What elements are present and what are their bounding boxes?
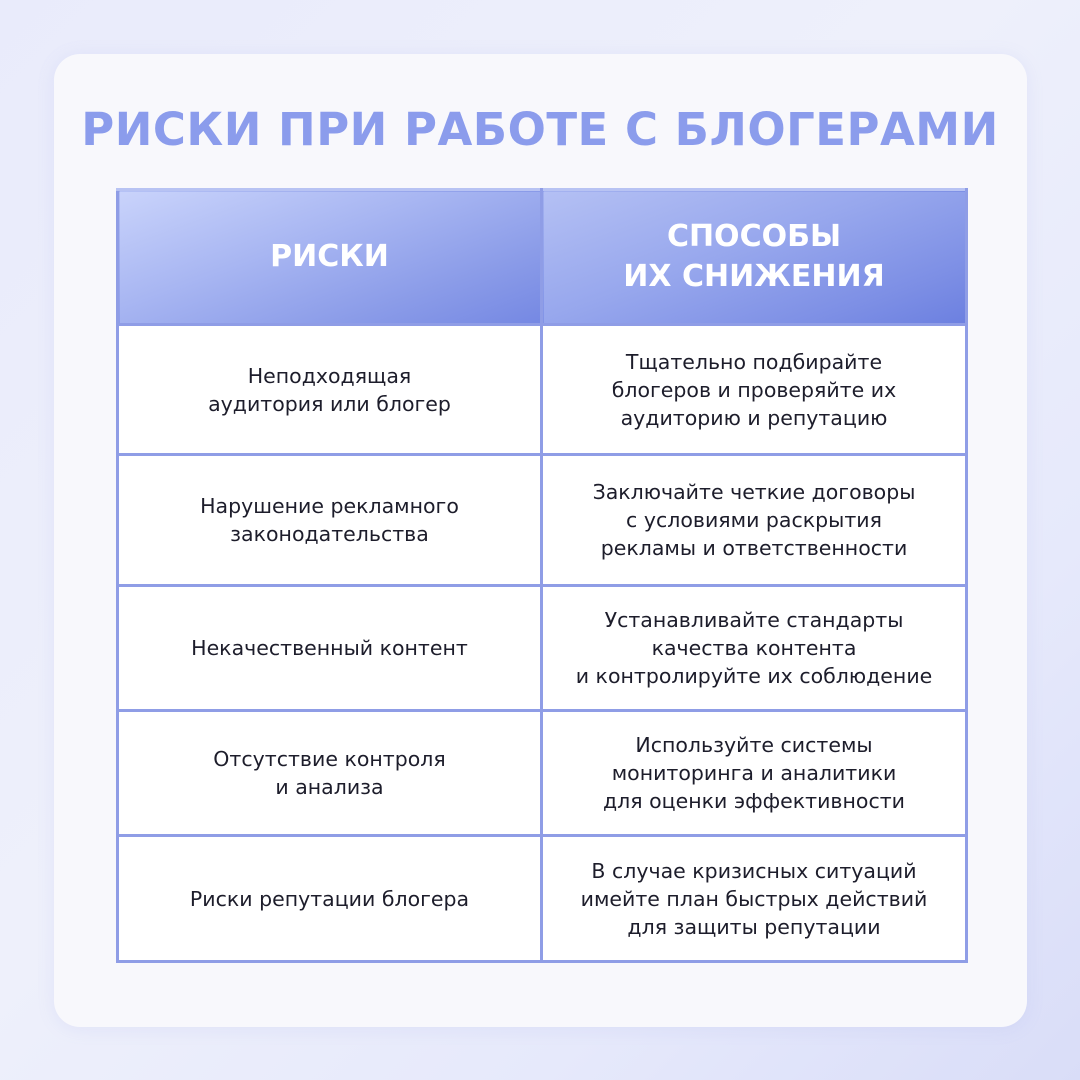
method-cell	[542, 711, 967, 836]
method-text: Устанавливайте стандарты качества контента и контролируйте их соблюдение	[575, 608, 933, 688]
method-text: В случае кризисных ситуаций имейте план быстрых действий для защиты репутации	[580, 858, 928, 939]
page-title: РИСКИ ПРИ РАБОТЕ С БЛОГЕРАМИ	[81, 103, 999, 156]
header-methods-label: СПОСОБЫ ИХ СНИЖЕНИЯ	[623, 219, 885, 294]
table-row	[118, 586, 967, 711]
table-header-row	[118, 190, 967, 325]
method-cell	[542, 455, 967, 586]
risk-text: Некачественный контент	[191, 636, 468, 660]
risk-text: Риски репутации блогера	[189, 886, 470, 911]
table-row	[118, 711, 967, 836]
risk-cell	[118, 711, 542, 836]
risk-cell	[118, 455, 542, 586]
risk-cell	[118, 586, 542, 711]
risk-text: Нарушение рекламного законодательства	[200, 494, 459, 546]
method-text: Заключайте четкие договоры с условиями раскрытия рекламы и ответственности	[592, 480, 916, 560]
table-row	[118, 325, 967, 455]
method-text: Используйте системы мониторинга и аналитики для оценки эффективности	[603, 733, 905, 813]
risk-text: Отсутствие контроля и анализа	[213, 747, 446, 799]
method-cell	[542, 325, 967, 455]
header-methods	[542, 190, 967, 325]
risk-table	[116, 188, 968, 963]
header-risks-label: РИСКИ	[270, 239, 389, 274]
header-risks	[118, 190, 542, 325]
method-text: Тщательно подбирайте блогеров и проверяйте их аудиторию и репутацию	[611, 349, 897, 430]
risk-cell	[118, 325, 542, 455]
method-cell	[542, 836, 967, 962]
table-row	[118, 455, 967, 586]
risk-cell	[118, 836, 542, 962]
risk-text: Неподходящая аудитория или блогер	[208, 363, 451, 416]
table-row	[118, 836, 967, 962]
method-cell	[542, 586, 967, 711]
